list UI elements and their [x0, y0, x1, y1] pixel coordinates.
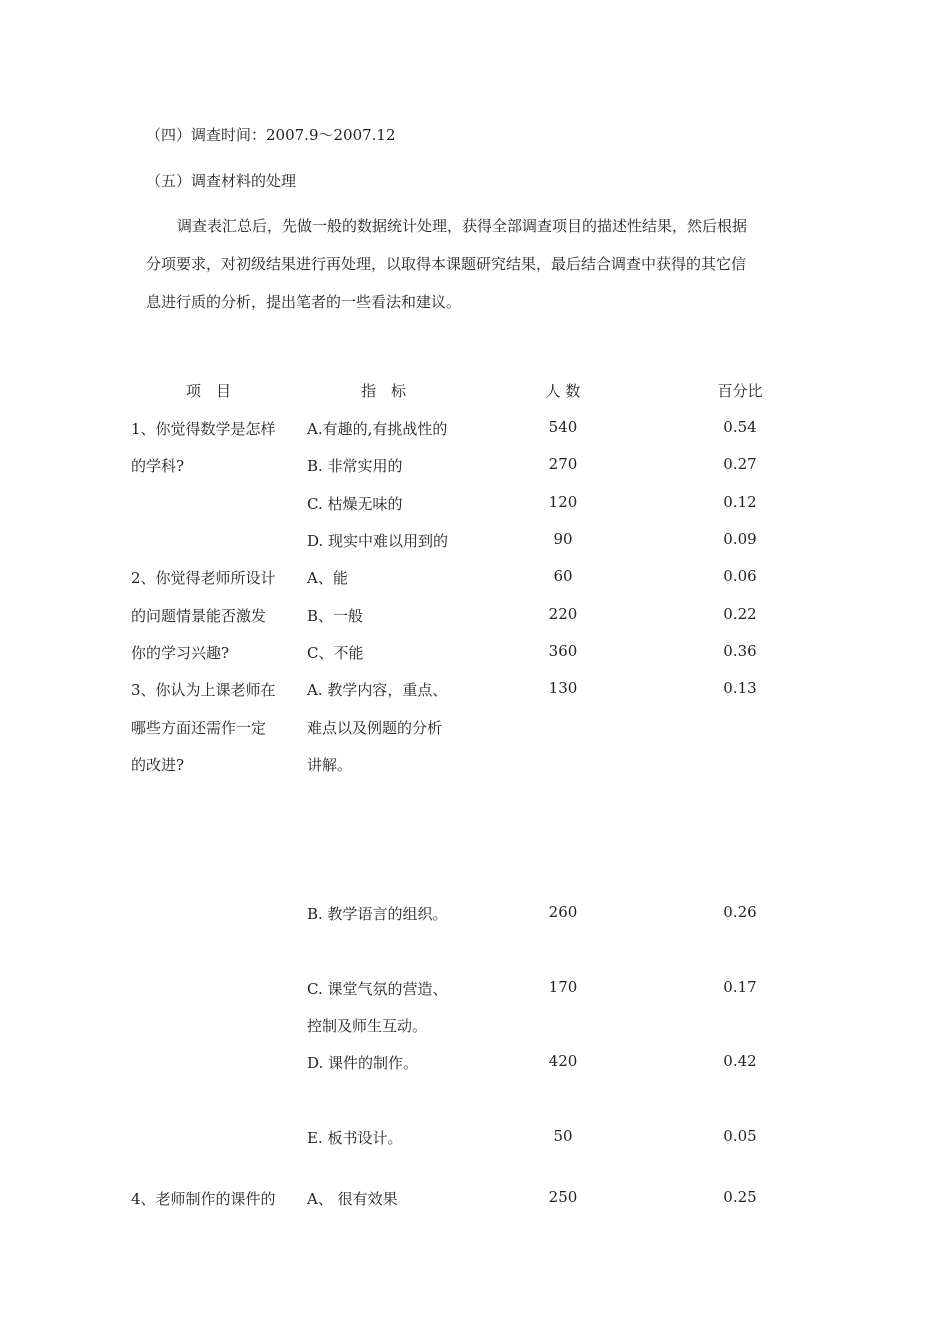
- q3-option-d-pct: 0.42: [723, 1052, 757, 1070]
- q1-option-c-pct: 0.12: [723, 493, 757, 511]
- q2-option-b-count: 220: [548, 605, 578, 623]
- q4-line-1: 4、老师制作的课件的: [131, 1190, 276, 1208]
- q3-line-1: 3、你认为上课老师在: [131, 681, 276, 699]
- q2-line-1: 2、你觉得老师所设计: [131, 569, 276, 587]
- q3-option-e-count: 50: [553, 1127, 573, 1145]
- q3-option-b-count: 260: [548, 903, 578, 921]
- q3-option-a-line-2: 难点以及例题的分析: [307, 719, 443, 737]
- q1-option-d-count: 90: [553, 530, 573, 548]
- q2-line-3: 你的学习兴趣?: [131, 644, 230, 662]
- header-item: 项 目: [186, 382, 232, 400]
- q3-option-d: D. 课件的制作。: [307, 1054, 419, 1072]
- paragraph-line-1: 调查表汇总后，先做一般的数据统计处理，获得全部调查项目的描述性结果，然后根据: [177, 217, 748, 235]
- q3-option-a-line-3: 讲解。: [307, 756, 353, 774]
- header-indicator: 指 标: [361, 382, 407, 400]
- q1-option-b: B. 非常实用的: [307, 457, 403, 475]
- q3-option-d-count: 420: [548, 1052, 578, 1070]
- q3-line-3: 的改进?: [131, 756, 185, 774]
- q3-option-b: B. 教学语言的组织。: [307, 905, 448, 923]
- q4-option-a-count: 250: [548, 1188, 578, 1206]
- q2-option-b-pct: 0.22: [723, 605, 757, 623]
- q1-option-a-count: 540: [548, 418, 578, 436]
- q2-option-c: C、不能: [307, 644, 364, 662]
- q1-line-2: 的学科?: [131, 457, 185, 475]
- q4-option-a-pct: 0.25: [723, 1188, 757, 1206]
- q1-option-b-count: 270: [548, 455, 578, 473]
- header-count: 人 数: [545, 382, 581, 400]
- q2-option-a-count: 60: [553, 567, 573, 585]
- q1-option-d: D. 现实中难以用到的: [307, 532, 449, 550]
- q1-option-c-count: 120: [548, 493, 578, 511]
- q2-option-a-pct: 0.06: [723, 567, 757, 585]
- q3-option-c-pct: 0.17: [723, 978, 757, 996]
- header-percent: 百分比: [717, 382, 763, 400]
- q2-line-2: 的问题情景能否激发: [131, 607, 267, 625]
- q3-option-e: E. 板书设计。: [307, 1129, 403, 1147]
- q3-option-b-pct: 0.26: [723, 903, 757, 921]
- q3-option-c-count: 170: [548, 978, 578, 996]
- q3-option-c-line-2: 控制及师生互动。: [307, 1017, 428, 1035]
- q1-option-a: A.有趣的,有挑战性的: [307, 420, 448, 438]
- q3-line-2: 哪些方面还需作一定: [131, 719, 267, 737]
- paragraph-line-2: 分项要求，对初级结果进行再处理，以取得本课题研究结果，最后结合调查中获得的其它信: [146, 255, 747, 273]
- q3-option-a-count: 130: [548, 679, 578, 697]
- q3-option-a-pct: 0.13: [723, 679, 757, 697]
- q3-option-c-line-1: C. 课堂气氛的营造、: [307, 980, 448, 998]
- survey-time: （四）调查时间：2007.9～2007.12: [146, 126, 396, 144]
- q1-option-a-pct: 0.54: [723, 418, 757, 436]
- q2-option-b: B、一般: [307, 607, 364, 625]
- q2-option-a: A、能: [307, 569, 348, 587]
- q1-option-c: C. 枯燥无味的: [307, 495, 403, 513]
- q1-option-d-pct: 0.09: [723, 530, 757, 548]
- material-heading: （五）调查材料的处理: [146, 172, 297, 190]
- q4-option-a: A、 很有效果: [307, 1190, 398, 1208]
- paragraph-line-3: 息进行质的分析，提出笔者的一些看法和建议。: [146, 293, 462, 311]
- q3-option-a-line-1: A. 教学内容，重点、: [307, 681, 448, 699]
- q3-option-e-pct: 0.05: [723, 1127, 757, 1145]
- q1-line-1: 1、你觉得数学是怎样: [131, 420, 276, 438]
- q2-option-c-count: 360: [548, 642, 578, 660]
- q1-option-b-pct: 0.27: [723, 455, 757, 473]
- q2-option-c-pct: 0.36: [723, 642, 757, 660]
